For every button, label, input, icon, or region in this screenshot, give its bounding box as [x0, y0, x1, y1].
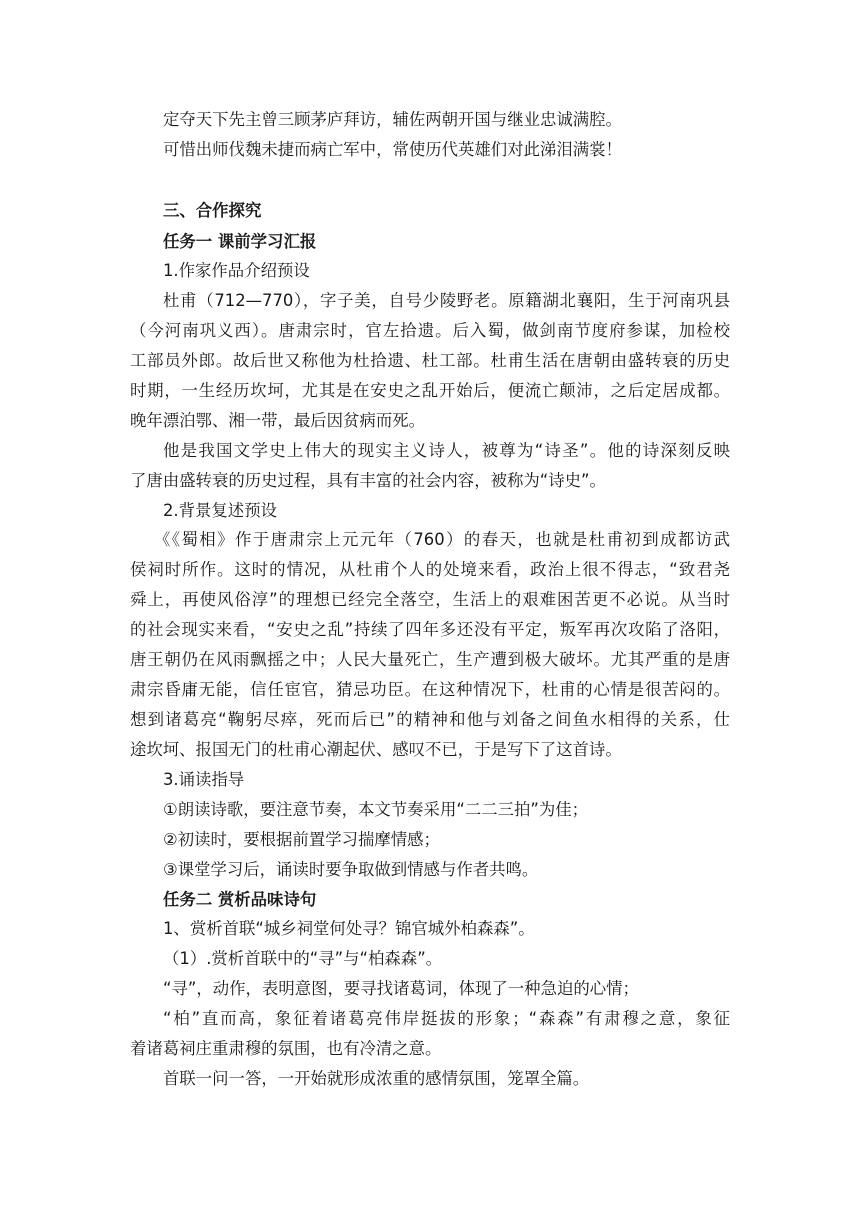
- paragraph-line: 首联一问一答，一开始就形成浓重的感情氛围，笼罩全篇。: [163, 1069, 590, 1088]
- paragraph-line: 晚年漂泊鄂、湘一带，最后因贫病而死。: [130, 411, 426, 430]
- list-item: ①朗读诗歌，要注意节奏，本文节奏采用“二二三拍”为佳；: [163, 800, 589, 819]
- paragraph-line: 想到诸葛亮“鞠躬尽瘁，死而后已”的精神和他与刘备之间鱼水相得的关系，仕: [130, 710, 730, 729]
- subheading: 3.诵读指导: [163, 770, 245, 789]
- poem-line: 定夺天下先主曾三顾茅庐拜访，辅佐两朝开国与继业忠诚满腔。: [163, 110, 622, 129]
- paragraph-line: 《《蜀相》作于唐肃宗上元元年（760）的春天，也就是杜甫初到成都访武: [154, 530, 730, 549]
- poem-line: 可惜出师伐魏未捷而病亡军中，常使历代英雄们对此涕泪满裳！: [163, 140, 622, 159]
- paragraph-line: 的社会现实来看，“安史之乱”持续了四年多还没有平定，叛军再次攻陷了洛阳，: [130, 620, 730, 639]
- subheading: 1.作家作品介绍预设: [163, 261, 310, 280]
- list-item: ③课堂学习后，诵读时要争取做到情感与作者共鸣。: [163, 860, 539, 879]
- paragraph-line: 了唐由盛转衰的历史过程，具有丰富的社会内容，被称为“诗史”。: [130, 471, 606, 490]
- subheading: 2.背景复述预设: [163, 501, 277, 520]
- subheading: 1、赏析首联“城乡祠堂何处寻？锦官城外柏森森”。: [163, 919, 535, 938]
- paragraph-line: 工部员外郎。故后世又称他为杜拾遗、杜工部。杜甫生活在唐朝由盛转衰的历史: [130, 351, 730, 370]
- paragraph-line: （今河南巩义西）。唐肃宗时，官左拾遗。后入蜀，做剑南节度府参谋，加检校: [130, 321, 730, 340]
- paragraph-line: “寻”，动作，表明意图，要寻找诸葛词，体现了一种急迫的心情；: [163, 979, 639, 998]
- paragraph-line: 肃宗昏庸无能，信任宦官，猜忌功臣。在这种情况下，杜甫的心情是很苦闷的。: [130, 680, 730, 699]
- section-heading: 三、合作探究: [163, 201, 262, 220]
- paragraph-line: 唐王朝仍在风雨飘摇之中；人民大量死亡，生产遭到极大破坏。尤其严重的是唐: [130, 650, 730, 669]
- subheading: （1）.赏析首联中的“寻”与“柏森森”。: [163, 949, 443, 968]
- paragraph-line: 途坎坷、报国无门的杜甫心潮起伏、感叹不已，于是写下了这首诗。: [130, 740, 622, 759]
- paragraph-line: 着诸葛祠庄重肃穆的氛围，也有冷清之意。: [130, 1039, 442, 1058]
- paragraph-line: 时期，一生经历坎坷，尤其是在安史之乱开始后，便流亡颠沛，之后定居成都。: [130, 381, 730, 400]
- paragraph-line: “柏”直而高，象征着诸葛亮伟岸挺拔的形象；“森森”有肃穆之意，象征: [163, 1009, 730, 1028]
- paragraph-line: 杜甫（712—770），字子美，自号少陵野老。原籍湖北襄阳，生于河南巩县: [163, 291, 730, 310]
- paragraph-line: 侯祠时所作。这时的情况，从杜甫个人的处境来看，政治上很不得志，“致君尧: [130, 560, 730, 579]
- task-heading: 任务一 课前学习汇报: [163, 232, 317, 251]
- paragraph-line: 他是我国文学史上伟大的现实主义诗人，被尊为“诗圣”。他的诗深刻反映: [163, 441, 730, 460]
- list-item: ②初读时，要根据前置学习揣摩情感；: [163, 830, 440, 849]
- paragraph-line: 舜上，再使风俗淳”的理想已经完全落空，生活上的艰难困苦更不必说。从当时: [130, 590, 730, 609]
- task-heading: 任务二 赏析品味诗句: [163, 890, 317, 909]
